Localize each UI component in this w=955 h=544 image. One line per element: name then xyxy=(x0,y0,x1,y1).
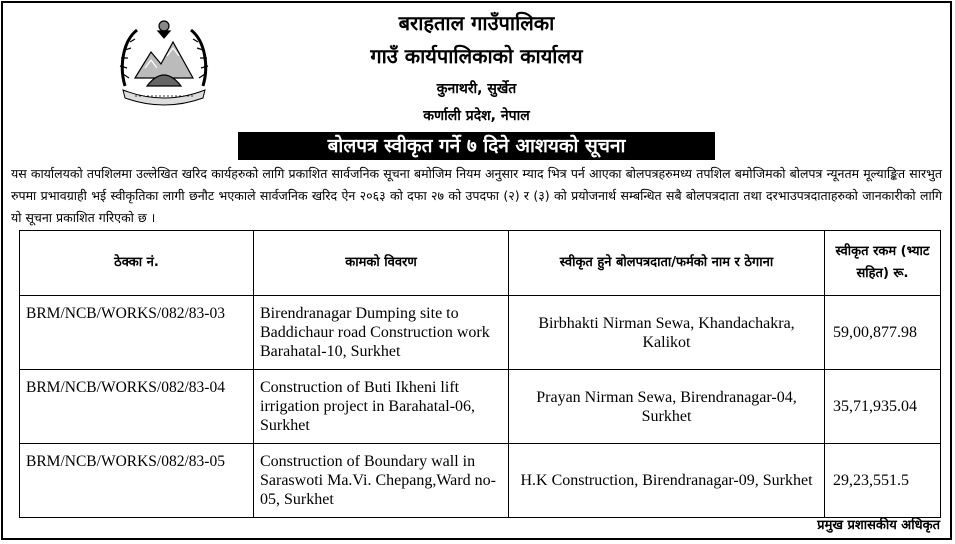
contract-no-cell: BRM/NCB/WORKS/082/83-03 xyxy=(20,296,254,370)
table-row xyxy=(20,444,941,518)
awards-table xyxy=(19,230,941,518)
description-cell: Construction of Boundary wall in Saraswoti Ma.Vi. Chepang,Ward no-05, Surkhet xyxy=(254,444,509,518)
municipality-name: बराहताल गाउँपालिका xyxy=(398,11,555,35)
contract-no-cell: BRM/NCB/WORKS/082/83-05 xyxy=(20,444,254,518)
header-contract-no: ठेक्का नं. xyxy=(20,231,254,296)
notice-page xyxy=(1,1,952,540)
bidder-cell: H.K Construction, Birendranagar-09, Surkhet xyxy=(509,444,825,518)
notice-intro: यस कार्यालयको तपशिलमा उल्लेखित खरिद कार्यहरुको लागि प्रकाशित सार्वजनिक सूचना बमोजिम नियम अनुसार म्याद भित्र पर्न आएका बोलपत्रहरुमध्य तपशिल बमोजिमको बोलपत्र न्यूनतम मूल्याङ्कित सारभुत रुपमा प्रभावग्राही भई स्वीकृतिका लागी छनौट भएकाले सार्वजनिक खरिद ऐन २०६३ को दफा २७ को उपदफा (२) र (३) को प्रयोजनार्थ सम्बन्धित सबै बोलपत्रदाता तथा दरभाउपत्रदाताहरुको जानकारीको लागि यो सूचना प्रकाशित गरिएको छ । xyxy=(11,166,942,225)
description-cell: Birendranagar Dumping site to Baddichaur road Construction work Barahatal-10, Surkhet xyxy=(254,296,509,370)
table-header-row xyxy=(20,231,941,296)
office-name: गाउँ कार्यपालिकाको कार्यालय xyxy=(370,44,583,68)
header-description: कामको विवरण xyxy=(254,231,509,296)
amount-cell: 29,23,551.5 xyxy=(825,444,941,518)
contract-no-cell: BRM/NCB/WORKS/082/83-04 xyxy=(20,370,254,444)
bidder-cell: Prayan Nirman Sewa, Birendranagar-04, Surkhet xyxy=(509,370,825,444)
signatory-title: प्रमुख प्रशासकीय अधिकृत xyxy=(817,518,940,533)
bidder-cell: Birbhakti Nirman Sewa, Khandachakra, Kalikot xyxy=(509,296,825,370)
amount-cell: 59,00,877.98 xyxy=(825,296,941,370)
office-location: कुनाथरी, सुर्खेत xyxy=(436,81,517,97)
notice-title: बोलपत्र स्वीकृत गर्ने ७ दिने आशयको सूचना xyxy=(238,132,715,160)
table-row xyxy=(20,296,941,370)
header-bidder: स्वीकृत हुने बोलपत्रदाता/फर्मको नाम र ठेगाना xyxy=(509,231,825,296)
header-amount: स्वीकृत रकम (भ्याट सहित) रू. xyxy=(825,231,941,296)
table-row xyxy=(20,370,941,444)
description-cell: Construction of Buti Ikheni lift irrigation project in Barahatal-06, Surkhet xyxy=(254,370,509,444)
amount-cell: 35,71,935.04 xyxy=(825,370,941,444)
province-name: कर्णाली प्रदेश, नेपाल xyxy=(423,108,530,124)
